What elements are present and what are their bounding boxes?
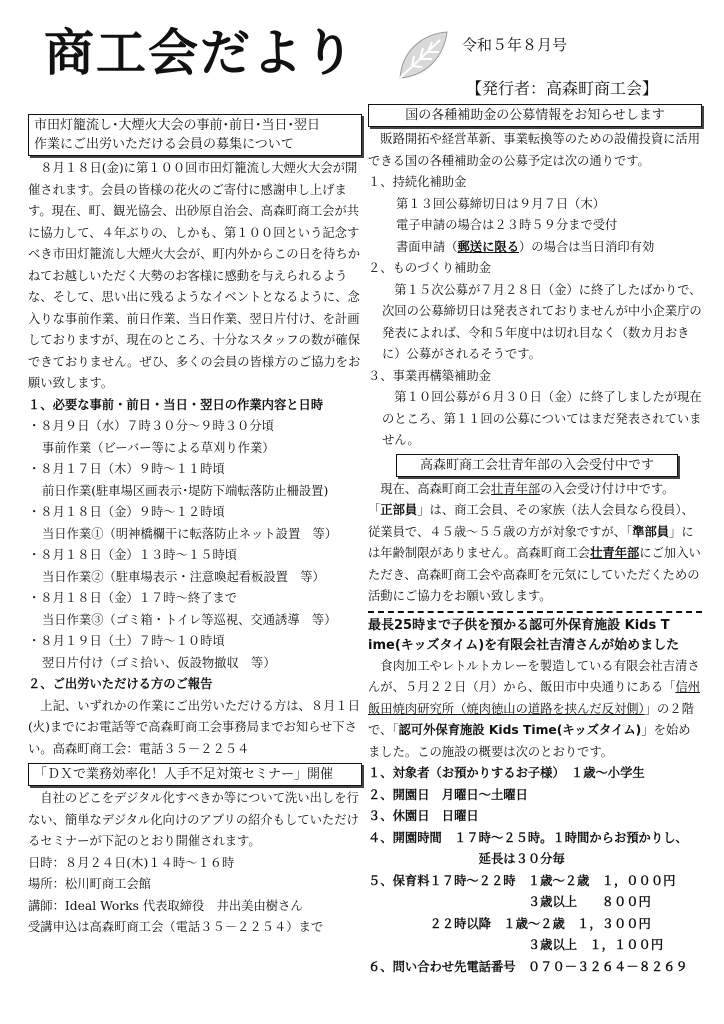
subsidy-item-title: １、持続化補助金	[368, 175, 467, 189]
kids-text: 」を始めました。この施設の概要は次のとおりです。	[368, 723, 691, 759]
kids-list-item: １、対象者（お預かりするお子様） １歳～小学生	[368, 766, 645, 780]
schedule-date: ・８月１７日（木）９時～１１時頃	[28, 462, 225, 476]
youth-text: 」は、商工会員、その家族（法人会員なら役員）、従業員で、４５歳～５５歳の方が対象ですが、「	[368, 503, 694, 539]
mail-underlined: 郵送に限る	[457, 239, 519, 254]
youth-text: 「	[368, 503, 381, 517]
youth-bold: 準部員	[632, 524, 670, 539]
kids-fee-row: ３歳以上 １，１００円	[368, 938, 664, 952]
kids-intro	[368, 656, 702, 764]
masthead-title: 商工会だより	[44, 24, 356, 82]
youth-paragraph2	[368, 500, 702, 608]
youth-text: 現在、高森町商工会	[380, 481, 491, 496]
mail-pre: 書面申請（	[396, 239, 458, 254]
lantern-paragraph: ８月１８日(金)に第１００回市田灯籠流し大煙火大会が開催されます。会員の皆様の花火のご寄付に感謝申し上げます。現在、町、観光協会、出砂原自治会、高森町商工会が共に協力して、４年ぶりの、しかも、第１００回という記念すべき市田灯籠流し大煙火大会が、町内外からこの日を待ちかねてお越しいただく大勢のお客様に感動を与えられるような、そして、思い出に残るようなイベントとなるように、念入りな事前作業、前日作業、当日作業、翌日片付け、を計画しておりますが、現在のところ、十分なスタッフの数が確保できておりません。ぜひ、多くの会員の皆様方のご協力をお願い致します。	[28, 161, 361, 390]
leaf-icon	[392, 26, 452, 86]
youth-heading: 高森町商工会壮青年部の入会受付中です	[396, 454, 678, 477]
kids-fee-row: ５、保育料１７時～２２時 １歳～２歳 １，０００円	[368, 873, 676, 888]
schedule-date: ・８月１８日（金）９時～１２時頃	[28, 505, 225, 519]
subsidy-item-text: 第１５次公募が７月２８日（金）に終了したばかりで、次回の公募締切日は発表されておりませんが中小企業庁の発表によれば、令和５年度中は切れ目なく（数カ月おきに）公募がされるそうです。	[382, 282, 702, 361]
subsidy-item-line: 第１３回公募締切日は９月７日（木）	[396, 196, 606, 211]
dx-heading: 「ＤＸで業務効率化！人手不足対策セミナー」開催	[28, 763, 362, 786]
schedule-item	[28, 545, 362, 588]
kids-list-item: ２、開園日 月曜日～土曜日	[368, 787, 528, 802]
kids-list-item: ４、開園時間 １７時～２５時。１時間からお預かりし、	[368, 830, 688, 845]
kids-text: 」の２階で、「	[368, 701, 694, 737]
schedule-task: 翌日片付け（ゴミ拾い、仮設物撤収 等）	[42, 655, 276, 670]
kids-fee-row: ２２時以降 １歳～２歳 １，３００円	[368, 916, 651, 931]
youth-underlined: 壮青年部	[490, 481, 541, 496]
youth-text: にご加入いただき、高森町商工会や高森町を元気にしていただくための活動にご協力をお願い致します。	[368, 546, 701, 603]
youth-text: の入会受け付け中です。	[540, 481, 675, 496]
schedule-date: ・８月１９日（土）７時～１０時頃	[28, 634, 225, 648]
kids-text: 食肉加工やレトルトカレーを製造している有限会社吉清さんが、５月２２日（月）から、飯田市中央通りにある「	[368, 658, 700, 694]
kids-list-item: ３、休園日 日曜日	[368, 809, 479, 823]
lantern-section2-text: 上記、いずれかの作業にご出労いただける方は、８月１日(火)までにお電話等で高森町商工会事務局までお知らせ下さい。高森町商工会：電話３５－２２５４	[28, 698, 361, 756]
lantern-section2-title: ２、ご出労いただける方のご報告	[28, 677, 213, 691]
kids-bold: 認可外保育施設 Kids Time(キッズタイム)	[398, 723, 642, 737]
dx-place: 場所：松川町商工会館	[28, 877, 151, 891]
dx-lecturer: 講師：Ideal Works 代表取締役 井出美由樹さん	[28, 898, 303, 913]
right-column	[368, 104, 702, 978]
dx-apply: 受講申込は高森町商工会（電話３５－２２５４）まで	[28, 920, 324, 934]
lantern-heading-line2: 作業にご出労いただける会員の募集について	[34, 137, 294, 152]
schedule-task: 前日作業(駐車場区画表示･堤防下端転落防止柵設置)	[42, 483, 329, 498]
schedule-task: 当日作業③（ゴミ箱・トイレ等巡視、交通誘導 等）	[42, 612, 337, 627]
section-divider	[368, 611, 702, 613]
subsidy-heading: 国の各種補助金の公募情報をお知らせします	[368, 104, 702, 127]
schedule-task: 事前作業（ビーバー等による草刈り作業）	[42, 440, 275, 455]
lantern-heading	[28, 114, 362, 156]
kids-contact: ６、問い合わせ先電話番号 ０７０－３２６４－８２６９	[368, 959, 688, 974]
schedule-item	[28, 588, 362, 631]
schedule-date: ・８月１８日（金）１７時～終了まで	[28, 591, 238, 605]
youth-text: 」には年齢制限がありません。高森町商工会	[368, 524, 694, 560]
youth-bold: 正部員	[380, 503, 418, 517]
kids-heading	[368, 616, 702, 656]
schedule-task: 当日作業①（明神橋欄干に転落防止ネット設置 等）	[42, 526, 338, 541]
kids-list-item: 延長は３０分毎	[368, 852, 565, 866]
lantern-section1-title: １、必要な事前・前日・当日・翌日の作業内容と日時	[28, 397, 324, 412]
schedule-date: ・８月９日（水）７時３０分～９時３０分頃	[28, 419, 274, 433]
subsidy-mail-line	[368, 237, 702, 259]
lantern-schedule	[28, 416, 362, 674]
schedule-item	[28, 502, 362, 545]
left-column	[28, 114, 362, 939]
schedule-item	[28, 416, 362, 459]
subsidy-item-title: ２、ものづくり補助金	[368, 261, 491, 275]
mail-post: ）の場合は当日消印有効	[519, 239, 655, 254]
dx-datetime: 日時：８月２４日(木)１４時～１６時	[28, 855, 235, 870]
subsidy-item-text: 第１０回公募が６月３０日（金）に終了しましたが現在のところ、第１１回の公募についてはまだ発表されていません。	[382, 390, 702, 447]
subsidy-item-line: 電子申請の場合は２３時５９分まで受付	[396, 218, 618, 232]
schedule-item	[28, 459, 362, 502]
youth-underlined: 壮青年部	[590, 546, 640, 560]
lantern-heading-line1: 市田灯籠流し･大煙火大会の事前･前日･当日･翌日	[34, 118, 321, 133]
kids-fee-row: ３歳以上 ８００円	[368, 895, 651, 909]
issue-label: 令和５年８月号	[462, 36, 568, 54]
dx-intro: 自社のどこをデジタル化すべきか等について洗い出しを行ない、簡単なデジタル化向けのアプリの紹介もしていただけるセミナーが下記のとおり開催されます。	[28, 791, 359, 848]
subsidy-item-title: ３、事業再構築補助金	[368, 368, 491, 383]
schedule-task: 当日作業②（駐車場表示・注意喚起看板設置 等）	[42, 569, 325, 584]
kids-heading-line2: ime(キッズタイム)を有限会社吉清さんが始めました	[368, 637, 680, 653]
schedule-date: ・８月１８日（金）１３時～１５時頃	[28, 548, 238, 562]
kids-underlined: 信州飯田焼肉研究所（焼肉徳山の道路を挟んだ反対側）	[368, 680, 701, 716]
publisher-label: 【発行者：高森町商工会】	[466, 79, 659, 98]
kids-heading-line1: 最長25時まで子供を預かる認可外保育施設 Kids T	[368, 617, 670, 633]
youth-paragraph1	[368, 479, 702, 501]
subsidy-intro: 販路開拓や経営革新、事業転換等のための設備投資に活用できる国の各種補助金の公募予定は次の通りです。	[368, 132, 701, 168]
schedule-item	[28, 631, 362, 674]
